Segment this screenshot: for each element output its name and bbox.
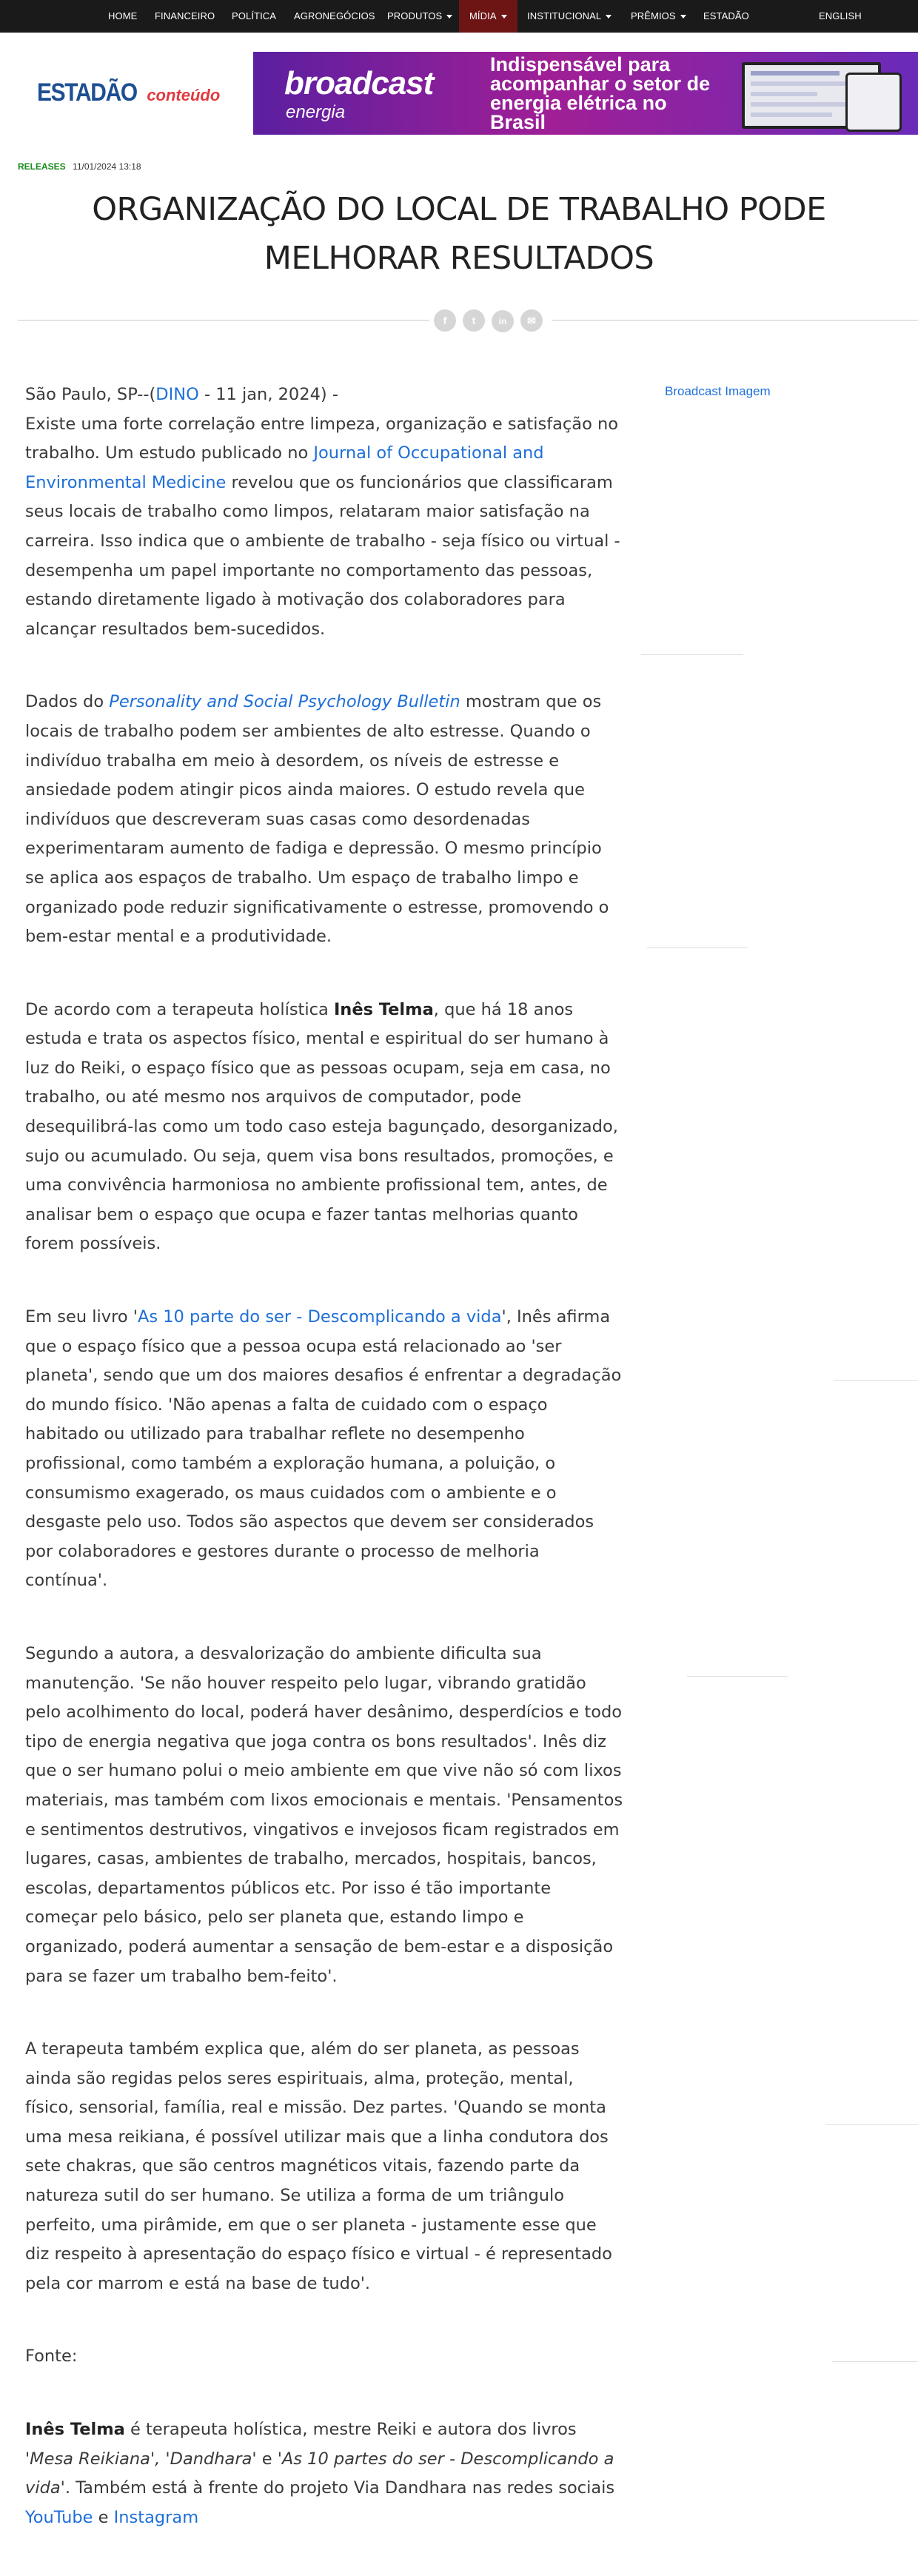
article-body [25, 380, 625, 2576]
nav-item-institucional-label: INSTITUCIONAL [527, 10, 602, 21]
category-link[interactable]: RELEASES [18, 161, 66, 172]
article-paragraph-5: Segundo a autora, a desvalorização do ambiente dificulta sua manutenção. 'Se não houver respeito pelo lugar, vibrando gratidão pelo acolhimento do local, poderá haver desânimo, desperdícios e todo tipo de energia negativa que joga contra os bons resultados'. Inês diz que o ser humano polui o meio ambiente em que vive não só com lixos materiais, mas também com lixos emocionais e mentais. 'Pensamentos e sentimentos destrutivos, vingativos e invejosos ficam registrados em lugares, casas, ambientes de trabalho, mercados, hospitais, bancos, escolas, departamentos públicos etc. Por isso é tão importante começar pelo básico, pelo ser planeta que, estando limpo e organizado, poderá aumentar a sensação de bem-estar e a disposição para se fazer um trabalho bem-feito'. [25, 1643, 623, 1986]
article-paragraph-7: Fonte: [25, 2347, 78, 2367]
nav-item-estadao[interactable]: ESTADÃO [703, 10, 749, 21]
page-title: ORGANIZAÇÃO DO LOCAL DE TRABALHO PODE MELHORAR RESULTADOS [92, 191, 826, 277]
article-meta [18, 161, 141, 172]
chevron-down-icon [446, 15, 452, 19]
ines-telma-name: Inês Telma [333, 999, 434, 1019]
sidebar-divider [826, 2124, 918, 2125]
nav-item-premios[interactable] [631, 0, 686, 33]
dateline-text: São Paulo, SP--( [25, 385, 156, 404]
book-10-partes-link[interactable]: As 10 parte do ser - Descomplicando a vida [137, 1307, 502, 1327]
estadao-conteudo-logo[interactable] [37, 78, 220, 107]
dateline-text-end: - 11 jan, 2024) - [198, 385, 338, 404]
nav-item-midia-label: MÍDIA [469, 10, 497, 21]
sidebar-image-link[interactable]: Broadcast Imagem [665, 384, 771, 398]
banner-brand: broadcast [284, 65, 434, 101]
paragraph-text: De acordo com a terapeuta holística [25, 999, 334, 1019]
paragraph-text: ', Inês afirma que o espaço físico que a pessoa ocupa está relacionado ao 'ser planeta', sendo que um dos maiores desafios é enfrentar a degradação do mundo físico. 'Não apenas a falta de cuidado com o espaço habitado ou utilizado para trabalhar reflete no desempenho profissional, como também a exploração humana, a poluição, o consumismo exagerado, os maus cuidados com o ambiente e o desgaste pelo uso. Todos são aspectos que devem ser considerados por colaboradores e gestores durante o processo de melhoria contínua'. [25, 1307, 622, 1591]
sidebar-divider [834, 1380, 918, 1381]
chevron-down-icon [606, 15, 612, 19]
paragraph-text: e [93, 2507, 114, 2527]
twitter-icon[interactable]: t [463, 309, 485, 332]
article-paragraph-3 [25, 996, 625, 1259]
journal-occupational-link[interactable]: Journal of Occupational and Environmental Medicine [25, 443, 544, 492]
paragraph-text: mostram que os locais de trabalho podem ser ambientes de alto estresse. Quando o indivíduo trabalha em meio à desordem, os níveis de estresse e ansiedade podem atingir picos ainda maiores. O estudo revela que indivíduos que descreveram suas casas como desordenadas experimentaram aumento de fadiga e depressão. O mesmo princípio se aplica aos espaços de trabalho. Um espaço de trabalho limpo e organizado pode reduzir significativamente o estresse, promovendo o bem-estar mental e a produtividade. [25, 692, 609, 947]
dino-link[interactable]: DINO [155, 385, 199, 404]
logo-estadao-text: ESTADÃO [37, 78, 137, 107]
paragraph-text: é terapeuta holística, mestre Reiki e autora dos livros [124, 2420, 577, 2440]
tablet-mockup-image [845, 73, 902, 132]
sidebar-divider [641, 654, 743, 655]
paragraph-text: Dados do [25, 692, 110, 712]
nav-item-produtos-label: PRODUTOS [387, 10, 443, 21]
nav-item-premios-label: PRÊMIOS [631, 10, 676, 21]
paragraph-text: , que há 18 anos estuda e trata os aspectos físico, mental e espiritual do ser humano à luz do Reiki, o espaço físico que as pessoas ocupam, seja em casa, no trabalho, ou até mesmo nos arquivos de computador, pode desequilibrá-las como um todo caso esteja bagunçado, desorganizado, sujo ou acumulado. Ou seja, quem visa bons resultados, promoções, e uma convivência harmoniosa no ambiente profissional tem, antes, de analisar bem o espaço que ocupa e fazer tantas melhorias quanto forem possíveis. [25, 999, 618, 1254]
chevron-down-icon [680, 15, 686, 19]
sidebar-divider [647, 947, 748, 948]
publish-date: 11/01/2024 13:18 [73, 161, 141, 172]
nav-item-financeiro[interactable]: FINANCEIRO [155, 10, 215, 21]
nav-item-produtos[interactable] [387, 0, 452, 33]
title-divider-right [552, 320, 918, 321]
nav-item-home[interactable]: HOME [108, 10, 138, 21]
book-titles: 'Mesa Reikiana', 'Dandhara' [25, 2449, 262, 2469]
linkedin-icon[interactable]: in [492, 310, 514, 332]
sidebar-divider [687, 1676, 788, 1677]
instagram-link[interactable]: Instagram [113, 2507, 199, 2527]
facebook-icon[interactable]: f [434, 309, 456, 332]
nav-item-institucional[interactable] [527, 0, 612, 33]
logo-conteudo-text: conteúdo [147, 86, 221, 104]
email-icon[interactable]: ✉ [520, 309, 543, 332]
article-paragraph-8 [25, 2415, 625, 2532]
ines-telma-name: Inês Telma [25, 2420, 125, 2440]
article-paragraph-6: A terapeuta também explica que, além do ser planeta, as pessoas ainda são regidas pelos seres espirituais, alma, proteção, mental, físico, sensorial, família, real e missão. Dez partes. 'Quando se monta uma mesa reikiana, é possível utilizar mais que a linha condutora dos sete chakras, que são centros magnéticos vitais, fazendo parte da natureza sutil do ser humano. Se utiliza a forma de um triângulo perfeito, uma pirâmide, em que o ser planeta - justamente esse que diz respeito à apresentação do espaço físico e virtual - é representado pela cor marrom e está na base de tudo'. [25, 2039, 612, 2293]
banner-sub: energia [286, 102, 346, 122]
share-buttons [434, 309, 549, 332]
youtube-link[interactable]: YouTube [25, 2507, 93, 2527]
article-paragraph-1 [25, 380, 625, 644]
nav-item-midia[interactable] [459, 0, 517, 33]
paragraph-text: revelou que os funcionários que classificaram seus locais de trabalho como limpos, relataram maior satisfação na carreira. Isso indica que o ambiente de trabalho - seja físico ou virtual - desempenha um papel importante no comportamento das pessoas, estando diretamente ligado à motivação dos colaboradores para alcançar resultados bem-sucedidos. [25, 472, 620, 639]
article-paragraph-2 [25, 688, 625, 951]
nav-item-english[interactable]: ENGLISH [819, 10, 862, 21]
paragraph-text: Em seu livro ' [25, 1307, 138, 1327]
paragraph-text: e [261, 2449, 278, 2469]
banner-tagline: Indispensável para acompanhar o setor de energia elétrica no Brasil [490, 53, 711, 133]
article-paragraph-4 [25, 1303, 625, 1596]
nav-item-agronegocios[interactable]: AGRONEGÓCIOS [294, 10, 375, 21]
paragraph-text: . Também está à frente do projeto Via Dandhara nas redes sociais [64, 2478, 615, 2498]
psychology-bulletin-link[interactable]: Personality and Social Psychology Bulletin [109, 692, 460, 712]
chevron-down-icon [501, 15, 507, 19]
top-navigation-bar [0, 0, 918, 33]
nav-item-politica[interactable]: POLÍTICA [232, 10, 277, 21]
paragraph-text: Existe uma forte correlação entre limpeza, organização e satisfação no trabalho. Um estudo publicado no [25, 414, 619, 463]
broadcast-energia-banner-ad[interactable] [253, 52, 918, 135]
book-title: 'As 10 partes do ser - Descomplicando a vida' [25, 2449, 614, 2498]
sidebar-divider [832, 2361, 918, 2362]
title-divider-left [18, 320, 429, 321]
